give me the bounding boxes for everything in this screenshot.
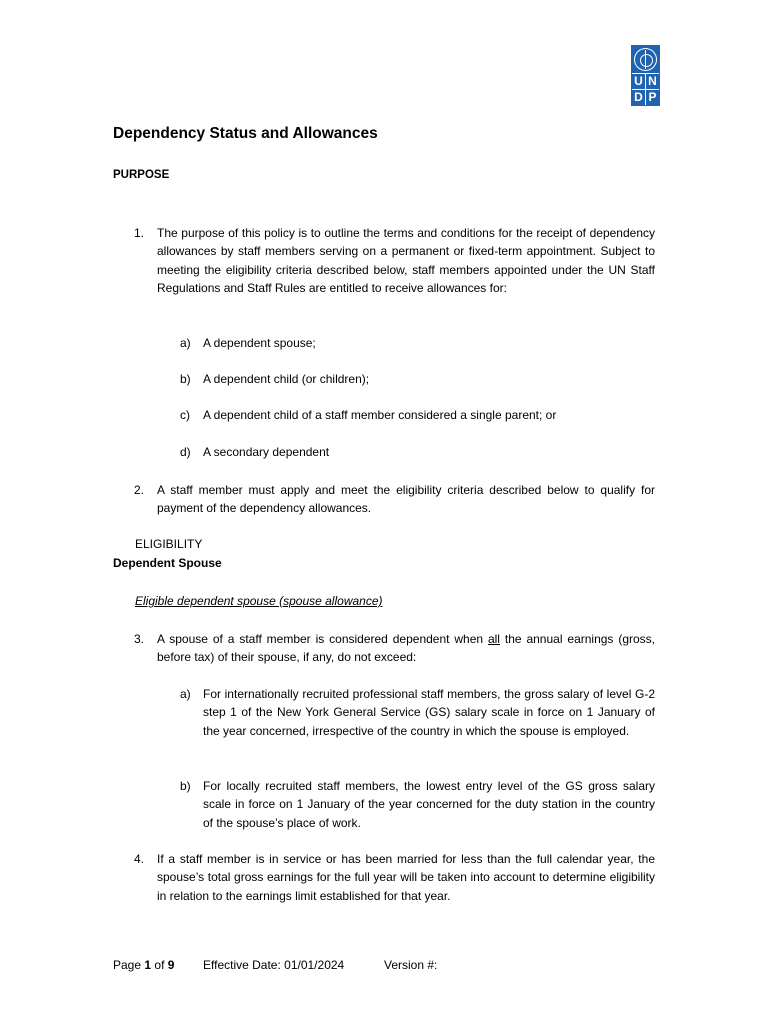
sub-letter: c) <box>180 408 190 422</box>
item-3-text-part: A spouse of a staff member is considered dependent when <box>157 632 488 646</box>
undp-logo <box>631 45 660 106</box>
logo-letter: N <box>648 74 657 88</box>
item-2-text: A staff member must apply and meet the eligibility criteria described below to qualify for payment of the dependency allowances. <box>157 483 655 516</box>
item-3-text-part: the annual earnings (gross, before tax) of their spouse, if any, do not exceed: <box>157 632 656 665</box>
sub-item-text: A dependent child (or children); <box>203 372 370 386</box>
item-number: 4. <box>134 852 145 866</box>
item-number: 3. <box>134 632 145 646</box>
page-label: Page <box>113 958 142 972</box>
item-number: 2. <box>134 483 145 497</box>
sub-item-text: For internationally recruited professional staff members, the gross salary of level G-2 step 1 of the New York General Service (GS) salary scale in force on 1 January of the year concerned, irrespective of the country in which the spouse is employed. <box>203 687 655 738</box>
sub-item-text: A secondary dependent <box>203 445 330 459</box>
page-total: 9 <box>167 958 175 972</box>
page-title: Dependency Status and Allowances <box>113 125 378 142</box>
logo-letter: D <box>634 90 643 104</box>
page-of: of <box>154 958 165 972</box>
version-label: Version #: <box>384 958 438 972</box>
dependent-spouse-heading: Dependent Spouse <box>113 556 222 570</box>
page-current: 1 <box>144 958 152 972</box>
un-emblem-icon <box>634 48 657 71</box>
sub-item-text: For locally recruited staff members, the lowest entry level of the GS gross salary scale in force on 1 January of the year concerned for the duty station in the country of the spouse’s place of work. <box>203 779 655 830</box>
item-4-text: If a staff member is in service or has been married for less than the full calendar year, the spouse’s total gross earnings for the full year will be taken into account to determine eligibility in relation to the earnings limit established for that year. <box>157 852 655 903</box>
item-1-text: The purpose of this policy is to outline the terms and conditions for the receipt of dependency allowances by staff members serving on a permanent or fixed-term appointment. Subject to meeting the eligibility criteria described below, staff members appointed under the UN Staff Regulations and Staff Rules are entitled to receive allowances for: <box>157 226 655 296</box>
purpose-heading: PURPOSE <box>113 169 170 181</box>
sub-item-text: A dependent child of a staff member considered a single parent; or <box>203 408 557 422</box>
item-3-text <box>157 630 655 667</box>
sub-letter: a) <box>180 687 191 701</box>
spouse-subheading: Eligible dependent spouse (spouse allowance) <box>135 594 383 608</box>
sub-letter: b) <box>180 372 191 386</box>
sub-letter: b) <box>180 779 191 793</box>
logo-letter: U <box>634 74 643 88</box>
eligibility-heading: ELIGIBILITY <box>135 537 203 551</box>
item-number: 1. <box>134 226 145 240</box>
sub-letter: d) <box>180 445 191 459</box>
sub-item-text: A dependent spouse; <box>203 336 316 350</box>
effective-date: Effective Date: 01/01/2024 <box>203 958 345 972</box>
logo-letter: P <box>648 90 657 104</box>
sub-letter: a) <box>180 336 191 350</box>
item-3-emphasis: all <box>487 632 500 646</box>
page-indicator <box>113 958 174 972</box>
